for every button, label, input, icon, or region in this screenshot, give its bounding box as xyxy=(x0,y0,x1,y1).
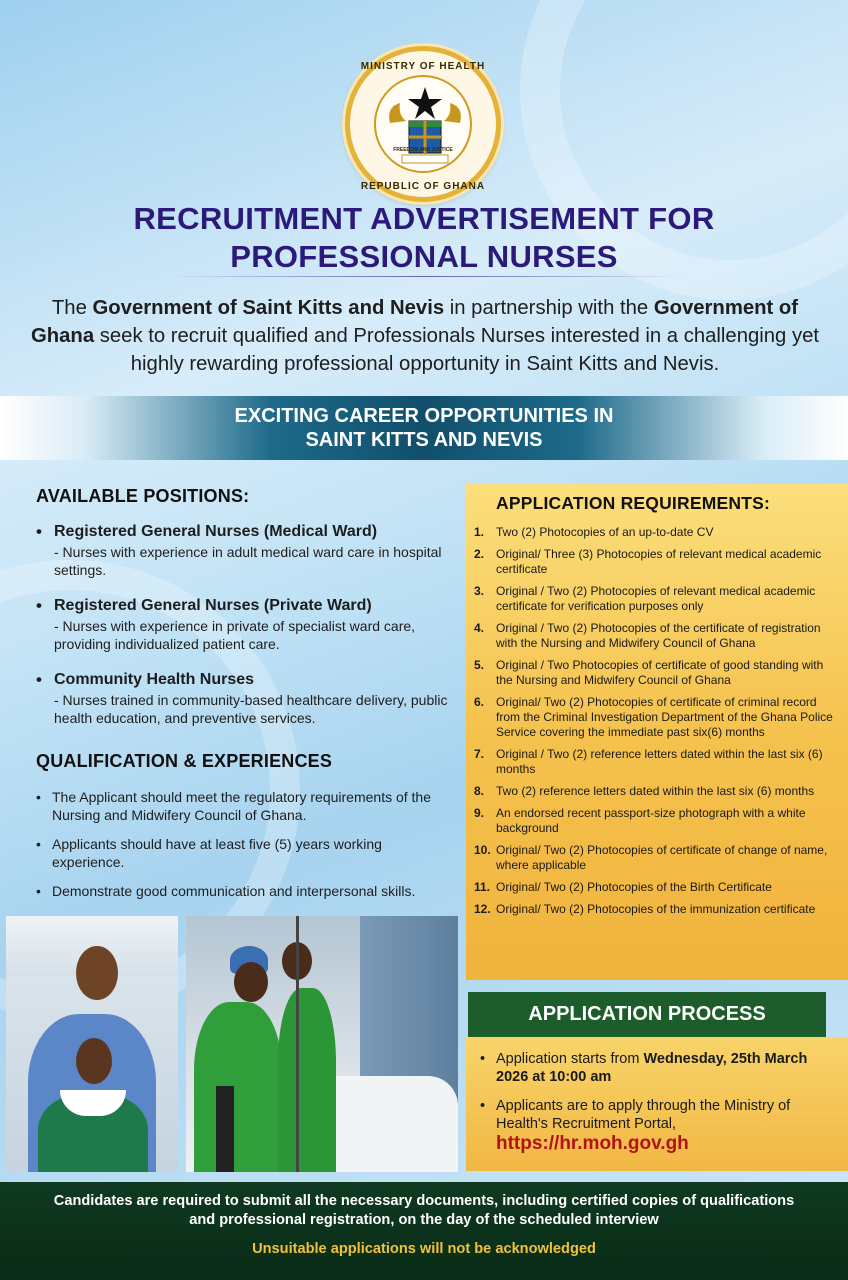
requirement-number: 5. xyxy=(474,658,485,672)
position-description: - Nurses with experience in private of specialist ward care, providing individualized patient care. xyxy=(54,618,416,652)
requirement-text: Original/ Two (2) Photocopies of the immunization certificate xyxy=(496,902,816,916)
banner-text xyxy=(0,404,848,452)
coat-of-arms-icon xyxy=(376,77,474,175)
seal-top-text: MINISTRY OF HEALTH xyxy=(360,61,486,72)
title-divider xyxy=(164,276,684,277)
qualifications-list xyxy=(36,788,456,900)
seal-motto: FREEDOM AND JUSTICE xyxy=(393,147,453,153)
requirement-text: Original/ Two (2) Photocopies of certificate of change of name, where applicable xyxy=(496,843,828,872)
requirement-text: An endorsed recent passport-size photograph with a white background xyxy=(496,806,806,835)
requirement-number: 8. xyxy=(474,784,485,798)
application-process-list xyxy=(480,1050,832,1164)
requirement-item xyxy=(474,843,836,873)
coat-of-arms-emblem xyxy=(374,75,472,173)
requirement-text: Original / Two (2) Photocopies of relevant medical academic certificate for verification purposes only xyxy=(496,584,816,613)
position-description: - Nurses with experience in adult medical ward care in hospital settings. xyxy=(54,544,442,578)
positions-list xyxy=(36,523,456,727)
requirement-item xyxy=(474,747,836,777)
position-item xyxy=(36,597,456,653)
requirement-text: Original / Two (2) Photocopies of the certificate of registration with the Nursing and Midwifery Council of Ghana xyxy=(496,621,821,650)
requirement-text: Original/ Three (3) Photocopies of relevant medical academic certificate xyxy=(496,547,822,576)
requirement-text: Original/ Two (2) Photocopies of certificate of criminal record from the Criminal Investigation Department of the Ghana Police Service covering the immediate past six(6) months xyxy=(496,695,833,739)
process-item xyxy=(480,1050,832,1086)
intro-text-2: in partnership with the xyxy=(444,297,654,319)
position-title: • Community Health Nurses xyxy=(36,671,456,689)
requirement-item xyxy=(474,525,836,540)
footer-warning: Unsuitable applications will not be acknowledged xyxy=(252,1241,596,1257)
requirement-number: 2. xyxy=(474,547,485,561)
requirement-item xyxy=(474,695,836,740)
nurses-ward-photo xyxy=(186,916,458,1172)
page-title xyxy=(0,200,848,276)
qualification-item: • Applicants should have at least five (5) years working experience. xyxy=(36,835,456,871)
requirement-item xyxy=(474,880,836,895)
requirement-number: 12. xyxy=(474,902,491,916)
seal-bottom-text: REPUBLIC OF GHANA xyxy=(360,181,486,192)
requirement-number: 1. xyxy=(474,525,485,539)
qualifications-heading: QUALIFICATION & EXPERIENCES xyxy=(36,751,333,771)
qualification-item: • Demonstrate good communication and interpersonal skills. xyxy=(36,882,456,900)
intro-paragraph xyxy=(30,294,820,378)
intro-government-skn: Government of Saint Kitts and Nevis xyxy=(92,297,445,319)
position-title: • Registered General Nurses (Medical Ward) xyxy=(36,523,456,541)
requirement-item xyxy=(474,584,836,614)
banner-line-1: EXCITING CAREER OPPORTUNITIES IN xyxy=(234,405,614,427)
requirement-item xyxy=(474,902,836,917)
requirement-number: 3. xyxy=(474,584,485,598)
banner-line-2: SAINT KITTS AND NEVIS xyxy=(305,429,543,451)
requirement-text: Two (2) reference letters dated within the last six (6) months xyxy=(496,784,815,798)
intro-text-1: The xyxy=(51,297,93,319)
requirement-text: Two (2) Photocopies of an up-to-date CV xyxy=(496,525,714,539)
requirement-item xyxy=(474,806,836,836)
requirement-number: 10. xyxy=(474,843,491,857)
requirement-item xyxy=(474,621,836,651)
requirement-text: Original / Two Photocopies of certificate of good standing with the Nursing and Midwifery Council of Ghana xyxy=(496,658,824,687)
position-title: • Registered General Nurses (Private Ward) xyxy=(36,597,456,615)
title-line-2: PROFESSIONAL NURSES xyxy=(230,239,618,274)
title-line-1: RECRUITMENT ADVERTISEMENT FOR xyxy=(133,201,715,236)
application-process-heading: APPLICATION PROCESS xyxy=(468,992,826,1037)
position-description: - Nurses trained in community-based healthcare delivery, public health education, and preventive services. xyxy=(54,692,448,726)
process-start-label: Application starts from xyxy=(496,1051,644,1067)
requirements-heading: APPLICATION REQUIREMENTS: xyxy=(496,493,770,513)
requirement-text: Original/ Two (2) Photocopies of the Birth Certificate xyxy=(496,880,772,894)
footer-notice: Candidates are required to submit all the necessary documents, including certified copies of qualifications and professional registration, on the day of the scheduled interview xyxy=(53,1193,795,1228)
process-start-date: Wednesday, 25th March 2026 at 10:00 am xyxy=(496,1051,808,1085)
position-item xyxy=(36,523,456,579)
intro-text-3: seek to recruit qualified and Professionals Nurses interested in a challenging yet highly rewarding professional opportunity in Saint Kitts and Nevis. xyxy=(94,325,820,375)
requirement-number: 6. xyxy=(474,695,485,709)
requirement-number: 7. xyxy=(474,747,485,761)
requirement-number: 9. xyxy=(474,806,485,820)
process-item xyxy=(480,1097,832,1153)
requirement-number: 4. xyxy=(474,621,485,635)
requirement-number: 11. xyxy=(474,880,491,894)
requirement-text: Original / Two (2) reference letters dated within the last six (6) months xyxy=(496,747,823,776)
process-portal-text: Applicants are to apply through the Ministry of Health's Recruitment Portal, xyxy=(496,1098,791,1132)
intro-government-ghana: Government of Ghana xyxy=(30,297,799,347)
requirement-item xyxy=(474,547,836,577)
requirement-item xyxy=(474,784,836,799)
requirements-list xyxy=(474,525,836,924)
qualification-item: • The Applicant should meet the regulatory requirements of the Nursing and Midwifery Council of Ghana. xyxy=(36,788,456,824)
position-item xyxy=(36,671,456,727)
recruitment-portal-link[interactable]: https://hr.moh.gov.gh xyxy=(496,1133,689,1154)
nurses-photo xyxy=(6,916,178,1172)
positions-heading: AVAILABLE POSITIONS: xyxy=(36,486,250,506)
left-column xyxy=(36,486,456,911)
ministry-of-health-seal xyxy=(345,46,501,202)
requirement-item xyxy=(474,658,836,688)
